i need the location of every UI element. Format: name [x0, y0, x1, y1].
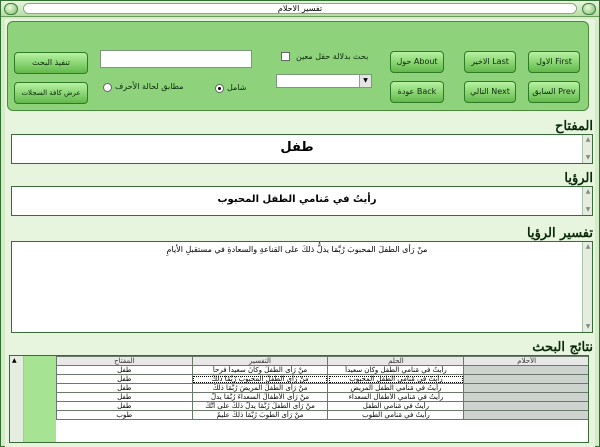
- dream-value: رأيتُ في مَنامي الطفل المحبوب: [217, 194, 377, 205]
- search-input[interactable]: [100, 50, 252, 68]
- column-header-interpretation[interactable]: التفسير: [192, 357, 328, 366]
- results-table: [56, 356, 589, 420]
- table-cell[interactable]: طفل: [57, 384, 193, 393]
- first-button[interactable]: الاول First: [528, 51, 580, 73]
- table-cell[interactable]: طفل: [57, 402, 193, 411]
- comprehensive-radio[interactable]: [215, 84, 224, 93]
- match-case-radio[interactable]: [103, 83, 112, 92]
- match-case-label: مطابق لحالة الأحرف: [115, 82, 184, 91]
- table-cell[interactable]: طفل: [57, 375, 193, 384]
- interpretation-value: منْ رَأى الطفلَ المحبوبَ رُبَّمَا يدلُّ ذلكَ على القناعةِ والسعادةِ في مستقبلِ الأيامِ: [166, 245, 428, 254]
- dream-field[interactable]: [11, 186, 593, 216]
- table-row[interactable]: [57, 393, 590, 402]
- table-cell[interactable]: منْ رَأى الطفلَ وكانَ سعيداً فرحاً: [192, 366, 328, 375]
- close-icon[interactable]: [582, 3, 596, 15]
- execute-search-button[interactable]: تنفيذ البحث: [14, 52, 88, 74]
- table-cell[interactable]: [464, 375, 589, 384]
- window-title: تفسير الاحلام: [23, 3, 577, 14]
- table-cell[interactable]: طفل: [57, 393, 193, 402]
- next-button[interactable]: التالي Next: [464, 81, 516, 103]
- table-cell[interactable]: طفل: [57, 366, 193, 375]
- chevron-down-icon[interactable]: ▼: [359, 75, 371, 87]
- about-button[interactable]: حول About: [390, 51, 444, 73]
- window-menu-icon[interactable]: [4, 3, 18, 15]
- table-cell[interactable]: [464, 402, 589, 411]
- interpretation-field[interactable]: [11, 241, 593, 333]
- key-value: طفل: [280, 140, 314, 155]
- key-scrollbar[interactable]: ▲ ▼: [582, 135, 592, 163]
- comprehensive-label: شامل: [227, 83, 247, 92]
- table-cell[interactable]: منْ رَأى الطفلَ المحبوبَ رُبَّمَا ذلكَ: [192, 375, 328, 384]
- table-row[interactable]: [57, 402, 590, 411]
- scroll-up-icon[interactable]: ▲: [12, 357, 17, 364]
- back-button[interactable]: عودة Back: [390, 81, 444, 103]
- table-cell[interactable]: [464, 366, 589, 375]
- table-cell[interactable]: [464, 384, 589, 393]
- column-header-dream[interactable]: الحلم: [328, 357, 464, 366]
- record-selector-column: [24, 356, 56, 443]
- interpretation-heading: تفسير الرؤيا: [526, 226, 593, 241]
- table-cell[interactable]: طوب: [57, 411, 193, 420]
- table-cell[interactable]: رأيتُ في مَنامي الأطفال السعداء: [328, 393, 464, 402]
- results-header-row: [57, 357, 590, 366]
- key-heading: المفتاح: [555, 119, 593, 134]
- table-row[interactable]: [57, 411, 590, 420]
- navigation-toolbar: [7, 21, 589, 111]
- prev-button[interactable]: السابق Prev: [528, 81, 580, 103]
- last-button[interactable]: الاخير Last: [464, 51, 516, 73]
- field-select[interactable]: [276, 74, 372, 88]
- table-cell[interactable]: منْ رَأى الطفلَ المريضَ رُبَّمَا ذلكَ: [192, 384, 328, 393]
- table-row[interactable]: [57, 366, 590, 375]
- show-all-records-button[interactable]: عرض كافة السجلات: [14, 82, 88, 104]
- table-cell[interactable]: رأيتُ في مَنامي الطفل: [328, 402, 464, 411]
- column-header-key[interactable]: المفتاح: [57, 357, 193, 366]
- table-cell[interactable]: منْ رَأى الأطفالَ السعداءَ رُبَّمَا يدلُّ: [192, 393, 328, 402]
- table-cell[interactable]: [464, 393, 589, 402]
- results-grid: [9, 355, 589, 443]
- specific-field-checkbox[interactable]: [281, 52, 290, 61]
- key-field[interactable]: [11, 134, 593, 164]
- specific-field-label: بحث بدلالة حقل معين: [296, 52, 369, 61]
- table-cell[interactable]: رأيتُ في مَنامي الطفل المريض: [328, 384, 464, 393]
- table-cell[interactable]: رأيتُ في مَنامي الطفل وكان سعيداً: [328, 366, 464, 375]
- table-cell[interactable]: [464, 411, 589, 420]
- interpretation-scrollbar[interactable]: ▲ ▼: [582, 242, 592, 332]
- column-header-dreams[interactable]: الأحلام: [464, 357, 589, 366]
- table-row[interactable]: [57, 375, 590, 384]
- title-bar: [1, 1, 599, 17]
- table-cell[interactable]: منْ رَأى الطوبَ رُبَّمَا ذلكَ عليمٌ: [192, 411, 328, 420]
- table-row[interactable]: [57, 384, 590, 393]
- results-heading: نتائج البحث: [532, 340, 593, 355]
- table-cell[interactable]: رأيتُ في مَنامي الطفل المحبوب: [328, 375, 464, 384]
- dream-scrollbar[interactable]: ▲ ▼: [582, 187, 592, 215]
- table-cell[interactable]: رأيتُ في مَنامي الطوب: [328, 411, 464, 420]
- table-cell[interactable]: منْ رَأى الطفلَ رُبَّمَا يدلُّ ذلكَ على أنَّكَ: [192, 402, 328, 411]
- results-scrollbar[interactable]: [10, 356, 24, 443]
- dream-heading: الرؤيا: [564, 171, 593, 186]
